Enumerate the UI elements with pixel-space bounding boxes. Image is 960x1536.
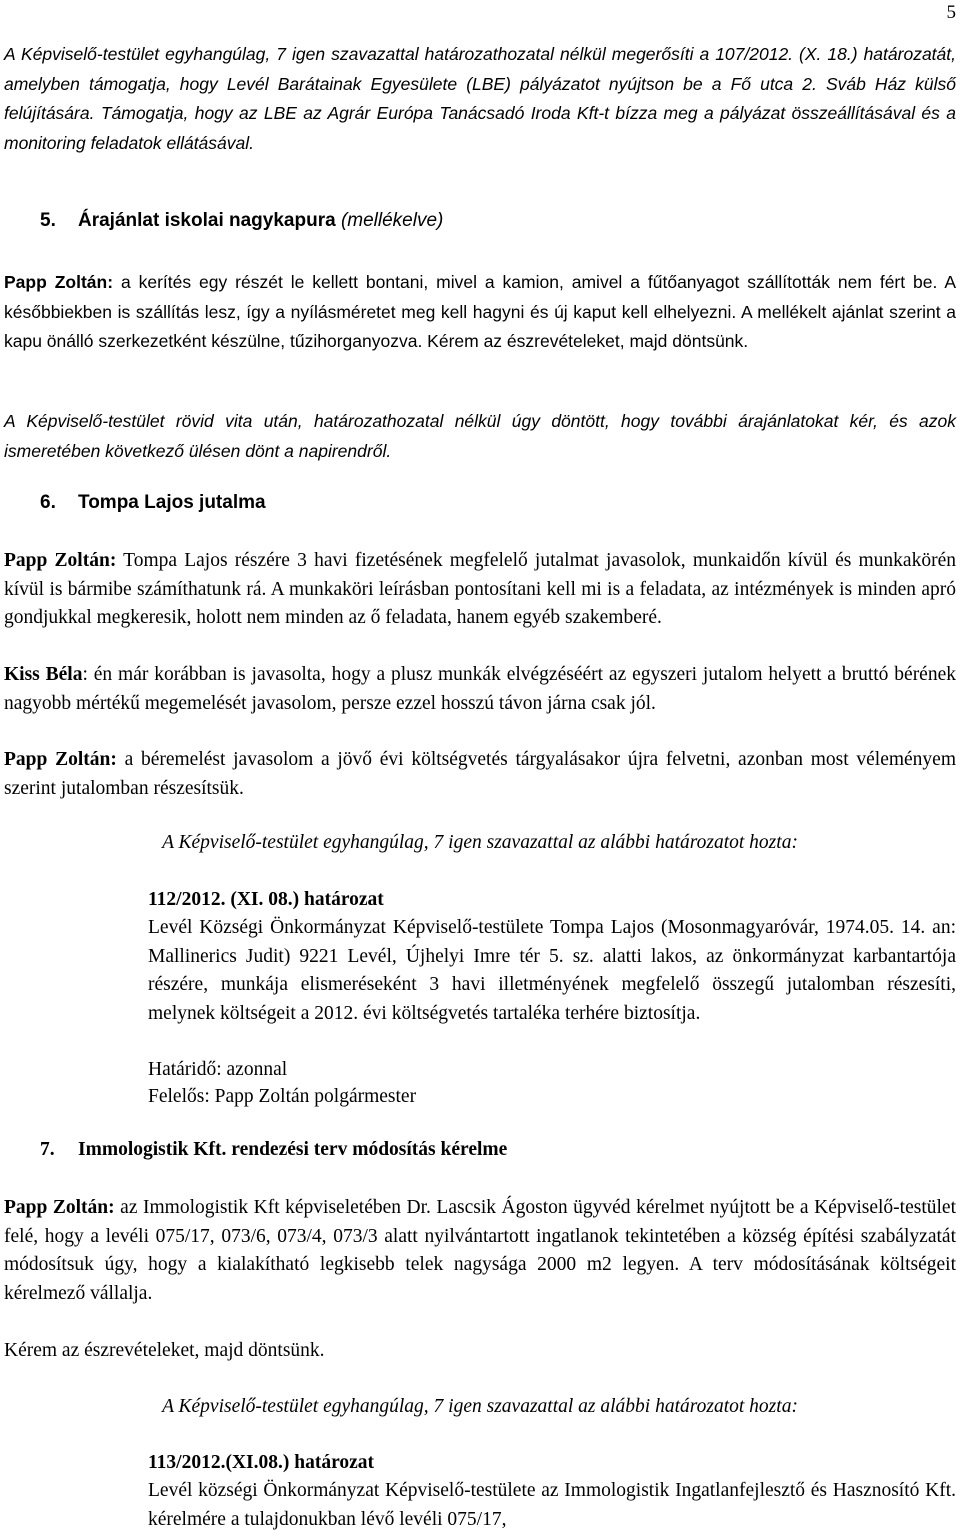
- resolution-112-deadline: Határidő: azonnal: [148, 1059, 288, 1080]
- intro-text-a: A Képviselő-testület egyhangúlag, 7 igen szavazattal határozathozatal nélkül megerősíti a 107/2012. (X. 18.) határozatát, amelyben támogatja, hogy Levél Barátainak Egyesülete (LBE) pályázatot nyújtson be a Fő utca 2. Sváb Ház külső felújítására.: [4, 44, 956, 123]
- resolution-113-body: Levél községi Önkormányzat Képviselő-testülete az Immologistik Ingatlanfejlesztő és Hasznosító Kft. kérelmére a tulajdonukban lévő levéli 075/17,: [148, 1480, 956, 1530]
- resolution-113-title: 113/2012.(XI.08.) határozat: [148, 1452, 375, 1473]
- section-7-number: 7.: [40, 1139, 55, 1160]
- section-7-speech: [4, 1194, 956, 1308]
- section-6-heading: [40, 492, 266, 514]
- section-6-speech-2: [4, 661, 956, 718]
- speech-text: az Immologistik Kft képviseletében Dr. Lascsik Ágoston ügyvéd kérelmet nyújtott be a Képviselő-testület felé, hogy a levéli 075/17, 073/6, 073/4, 073/3 alatt nyilvántartott ingatlanok tekintetében a község építési szabályzatát módosítsuk úgy, hogy a kialakítható legkisebb telek nagysága 2000 m2 legyen. A terv módosításának költségeit kérelmező vállalja.: [4, 1197, 956, 1304]
- section-5-decision: A Képviselő-testület rövid vita után, határozathozatal nélkül úgy döntött, hogy további árajánlatokat kér, és azok ismeretében következő ülésen dönt a napirendről.: [4, 411, 956, 461]
- section-6-speech-1: [4, 547, 956, 633]
- speaker-name: Papp Zoltán:: [4, 550, 117, 571]
- section-7-heading: [40, 1139, 507, 1161]
- resolution-112-title: 112/2012. (XI. 08.) határozat: [148, 889, 384, 910]
- section-6-number: 6.: [40, 492, 56, 513]
- speech-text: : én már korábban is javasolta, hogy a plusz munkák elvégzéséért az egyszeri jutalom helyett a bruttó bérének nagyobb mértékű megemelését javasolom, persze ezzel hosszú távon járna csak jól.: [4, 664, 956, 714]
- section-7-vote-line: A Képviselő-testület egyhangúlag, 7 igen szavazattal az alábbi határozatot hozta:: [162, 1396, 798, 1417]
- speaker-name: Kiss Béla: [4, 664, 83, 685]
- intro-resolution-paragraph: [4, 40, 956, 158]
- section-7-request-line: Kérem az észrevételeket, majd döntsünk.: [4, 1340, 325, 1361]
- section-5-note: (mellékelve): [335, 210, 444, 231]
- speech-text: a kerítés egy részét le kellett bontani, mivel a kamion, amivel a fűtőanyagot szállították nem fért be. A későbbiekben is szállítás lesz, így a nyílásméretet meg kell hagyni és új kaput kell elhelyezni. A mellékelt ajánlat szerint a kapu önálló szerkezetként készülne, tűzihorganyozva. Kérem az észrevételeket, majd döntsünk.: [4, 272, 956, 351]
- section-5-number: 5.: [40, 210, 56, 231]
- speech-text: Tompa Lajos részére 3 havi fizetésének megfelelő jutalmat javasolok, munkaidőn kívül és munkakörén kívül is bármibe számíthatunk rá. A munkaköri leírásban pontosítani kell mi is a feladata, az intézmények is minden apró gondjukkal megkeresik, holott nem minden az ő feladata, hanem egyéb szakemberé.: [4, 550, 956, 628]
- speech-text: a béremelést javasolom a jövő évi költségvetés tárgyalásakor újra felvetni, azonban most véleményem szerint jutalomban részesítsük.: [4, 749, 957, 799]
- resolution-112-responsible: Felelős: Papp Zoltán polgármester: [148, 1086, 417, 1107]
- resolution-112-body: Levél Községi Önkormányzat Képviselő-testülete Tompa Lajos (Mosonmagyaróvár, 1974.05. 14. an: Mallinerics Judit) 9221 Levél, Újhelyi Imre tér 5. sz. alatti lakos, az önkormányzat karbantartója részére, munkája elismeréseként 3 havi illetményének megfelelő összegű jutalomban részesíti, melynek költségeit a 2012. évi költségvetés tartaléka terhére biztosítja.: [148, 917, 956, 1024]
- section-6-speech-3: [4, 746, 956, 803]
- section-5-title: Árajánlat iskolai nagykapura: [78, 210, 336, 231]
- speaker-name: Papp Zoltán:: [4, 749, 117, 770]
- section-5-heading: [40, 210, 443, 232]
- section-6-title: Tompa Lajos jutalma: [78, 492, 266, 513]
- section-7-title: Immologistik Kft. rendezési terv módosítás kérelme: [78, 1139, 508, 1160]
- speaker-name: Papp Zoltán:: [4, 1197, 115, 1218]
- intro-text-b: Támogatja, hogy az LBE az Agrár Európa Tanácsadó Iroda Kft-t bízza meg a pályázat összeállításával és a monitoring feladatok ellátásával.: [4, 103, 956, 153]
- section-6-vote-line: A Képviselő-testület egyhangúlag, 7 igen szavazattal az alábbi határozatot hozta:: [162, 832, 798, 853]
- speaker-name: Papp Zoltán:: [4, 272, 114, 292]
- page-number: 5: [946, 2, 956, 23]
- section-5-speech: [4, 268, 956, 357]
